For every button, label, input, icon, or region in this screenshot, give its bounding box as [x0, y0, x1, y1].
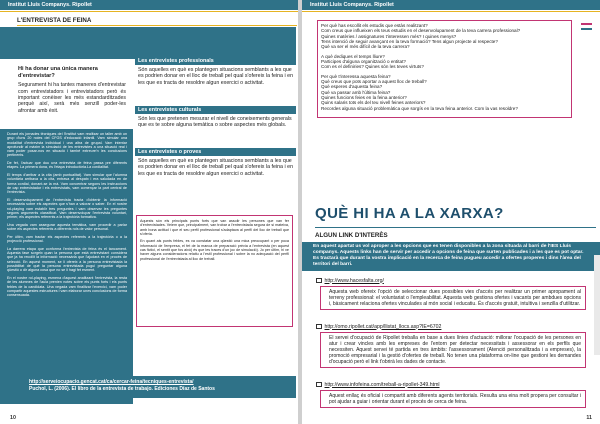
link-row	[316, 380, 586, 389]
interview-question: Quines funcions feies en la feina anterior?	[321, 95, 407, 101]
box-para: Aquests són els principals punts forts que van assolir les persones que van fer d'entrevistades. Veiem que, principalment, van trobar a l'entrevistada segura de si mateixa, amb bona actitud i que el seu perfil professional s'adaptava al perfil del lloc de treball que s'oferia.	[140, 219, 289, 236]
intro-text: En aquest apartat us vol aproper a les opcions que es tenen disponibles a la zona situada al barri de l'IES Lluís companys. Aquests links han de servir per accedir a opcions de feina que surten publicades i a les que es pot optar. Es tractarà que durant la vostra implicació en la recerca de feina pugueu accedir a ofertes properes i dins l'àrea del territori del barri.	[302, 242, 600, 271]
page-number-left: 10	[10, 415, 16, 421]
interview-question: Com es el definiries? Quines són les teves virtuts?	[321, 64, 424, 70]
block-heading: Les entrevistes professionals	[135, 57, 296, 65]
checkbox-icon	[316, 278, 322, 284]
left-col-para: En el nostre rol-playing, esmena d'aquest analitzant l'entrevista, la resta de les alumnes de l'aula prenien notes sobre els punts forts i els punts febles de la candidata. Una vegada vam finalitzar l'exercici, vam poder compartir aquestes estructures i vam elaborar unes conclusions de forma consensuada.	[7, 276, 127, 298]
link-row	[316, 322, 586, 331]
link-description: El servei d'ocupació de Ripollet treballa en base a dues línies d'actuació: millorar l'ocupació de les persones en atur i crear vincles amb les empreses de l'entorn per detectar necessitats i assessorar en els perfils que necessiten. Aquest servei té partida en tres àmbits: l'assessorament (Atenció personalitzada i a empreses), la promoció empresarial i la gestió d'ofertes de treball. No tenen una plataforma on-line que gestioni les demandes d'ocupació però el link t'obrirà les dades de contacte.	[320, 332, 586, 368]
edge-bar	[594, 255, 600, 355]
interview-question: Per què t'interessa aquesta feina?	[321, 73, 391, 79]
interview-question: Què va passar amb l'última feina?	[321, 89, 391, 95]
link-block	[316, 380, 586, 408]
link-block	[316, 276, 586, 310]
footer-references	[23, 376, 296, 398]
title-rule	[17, 25, 297, 26]
block-heading: Les entrevistes culturals	[135, 106, 296, 114]
interview-question: Recordes alguna situació problemàtica que sorgís en la teva feina anterior. Com la vas resoldre?	[321, 105, 518, 111]
question-body: Segurament hi ha tantes maneres d'entrevistar com entrevistadors i entrevistadors però és important conèixer les més estandarditzades perquè així, serà més senzill poder-les afrontar amb èxit.	[18, 82, 126, 114]
interview-question: Com creus que influeixen els teus estudis en el desenvolupament de la teva carrera professional?	[321, 28, 521, 34]
interview-question: Què va ser el més difícil de la teva carrera?	[321, 44, 410, 50]
box-para: En quant als punts febles, es va constatar una qüestió una mica preocupant o per poca informació de l'empresa, el fet de la manca de preparació prèvia a l'entrevista (en aquest cas fictici, el sentit que fos això) és que les traces d'un joc de simulació). Jo per últim, hi ve haver alguns consideracions relatiu a l'estil professional i sobre la no adequació del perfil professional de l'entrevistada al lloc de treball.	[140, 239, 289, 261]
left-col-para: Durant els jornades tècniques del l'Institut vam realitzar un taller amb un grup d'uns 20 noies del CFGS d'educació infantil. Vam simular una modalitat d'entrevista individual i una altra de grupal. Vam intentar aprofundir al màxim la simulació de les entrevistes a una situació real i vam poder posar-nos en situació i també extreure'n les conclusions pertinents.	[7, 132, 127, 158]
page-header: Institut Lluís Companys. Ripollet	[302, 0, 600, 10]
interview-question: Participes d'alguna organització o entitat?	[321, 59, 406, 65]
left-col-para: De fet, l'actuar que duu una entrevista de feina passa pre diferents etapes. La primera dona, és l'etapa introductòria.La cordialitat.	[7, 161, 127, 170]
interview-question: A què dediques el temps lliure?	[321, 53, 385, 59]
question-title: Hi ha donar una única manera d'entrevistar?	[18, 66, 98, 79]
checkbox-icon	[316, 382, 322, 388]
main-title: QUÈ HI HA A LA XARXA?	[315, 205, 504, 222]
block-body: Són aquelles en què es plantegen situacions semblants a les que es podrien donar en el lloc de treball pel qual s'ofereix la feina i en les que es tracta de resoldre algun exercici o activitat.	[138, 158, 294, 177]
title-rule	[315, 227, 596, 228]
interview-question: Què esperes d'aquesta feina?	[321, 84, 383, 90]
left-column	[0, 129, 133, 404]
left-col-para: El temps d'arribar a la cita (amb puntualitat). Vam simular que l'alumna voluntària arribava a la cita, entrava al despatx i era saludada en de forma cordial, donant-se la mà. Vam concentrar segons les instruccions de cap entrevistador i els entrevistats, vam començar la part central de l'entrevista.	[7, 173, 127, 195]
interview-question: Què creus que pots aportar a aquest lloc de treball?	[321, 79, 427, 85]
left-col-para: La darrera etapa que conforma l'entrevista de feina és el tancament. Aquesta fase sorgeix quan la persona que està entrevistant considera que ja ha recollit la informació necessària que l'ajudarà en el procés de selecció. En aquest moment, se li ofereix a la persona entrevistada la possibilitat de què la persona entrevistada pugui preguntar alguna qüestió o dir alguna cosa que no se li hagi fet esment.	[7, 246, 127, 273]
link-hacesfalta[interactable]: http://www.hacesfalta.org/	[324, 277, 384, 284]
section-title: L'ENTREVISTA DE FEINA	[17, 17, 92, 24]
block-body: Són aquelles en què es plantegen situacions semblants a les que es podrien donar en el lloc de treball pel qual s'ofereix la feina i en les que es tracta de resoldre algun exercici o activitat.	[138, 67, 294, 86]
interview-question: Quins salaris tots els del teu nivell feines anteriors?	[321, 100, 426, 106]
left-col-para: Una vegada vam assegurar aquesta temàtica, vam procedir a parlar sobre els aspectes referents a diferents rols de valor personal.	[7, 222, 127, 232]
link-description: Aquesta web ofereix l'opció de seleccionar dues possibles vies d'accés per realitzar un primer apropament al terreny professional: el voluntariat o l'empleabilitat. Aquesta web gestiona ofertes i vacants per ambdues opcions i, bàsicament relaciona ofertes vinculades al món social i educatiu. És d'accés gratuït, intuïtiva i senzilla d'utilitzar.	[320, 286, 586, 310]
footer-ref: Puchol, L. (2006). El libro de la entrevista de trabajo. Ediciones Díaz de Santos	[29, 386, 215, 393]
block-cultural	[135, 106, 296, 131]
accent-bar	[581, 23, 592, 25]
left-page	[0, 0, 298, 424]
header-divider	[0, 11, 298, 12]
right-page	[302, 0, 600, 424]
conclusions-box	[136, 215, 293, 327]
block-heading: Les entrevistes o proves	[135, 148, 296, 156]
link-description: Aquest enllaç és oficial i compartit amb diferents agents territorials. Resulta una eina molt propera per consultar i pot ajudar a guiar i orientar durant el procés de cerca de feina.	[320, 390, 586, 408]
interview-question: Per què has escollit els estudis que estàs realitzant?	[321, 23, 428, 28]
block-proves	[135, 148, 296, 179]
link-row	[316, 276, 586, 285]
link-infofeina[interactable]: http://www.infofeina.com/treball-a-ripollet-349.html	[324, 381, 440, 388]
link-omo-ripollet[interactable]: http://omo.ripollet.cat/app/llistat_llocs.asp?IE=6702	[324, 323, 442, 330]
interview-questions-box	[317, 20, 572, 118]
accent-bar	[581, 28, 592, 30]
interview-question: Quines matèries / assignatures t'interessen més? I quines menys?	[321, 33, 457, 39]
header-divider	[302, 11, 600, 12]
block-professional	[135, 57, 296, 88]
subtitle: ALGUN LINK D'INTERÈS	[315, 232, 388, 239]
question-box	[14, 62, 130, 126]
footer-link[interactable]: http://serveiocupacio.gencat.cat/ca/cercar-feina/tecniques-entrevista/	[29, 379, 194, 385]
left-col-para: El desenvolupament de l'entrevista tracta d'obtenir la informació necessària sobre els aspectes que s'han a valorar o saber. En el nostre rol-playing vam establir tres preguntes i vam observar les preguntes segons arguments classificat. Vam desenvolupar l'entrevista voluntari, primer, els aspectes referents a la trajectòria formativa.	[7, 198, 127, 220]
page-header: Institut Lluís Companys. Ripollet	[0, 0, 298, 10]
teal-band	[0, 27, 296, 59]
left-col-para: Per últim, vam tractar els aspectes referents a la trajectòria o a la projecció professional.	[7, 234, 127, 244]
checkbox-icon	[316, 324, 322, 330]
interview-question: Tens intenció de seguir avançant en la teva formació? Tens algun projecte al respecte?	[321, 39, 498, 45]
block-body: Són les que pretenen mesurar el nivell de coneixements generals que es te sobre alguna temàtica o sobre aspectes més globals.	[138, 116, 292, 129]
link-block	[316, 322, 586, 368]
page-number-right: 11	[586, 415, 592, 421]
